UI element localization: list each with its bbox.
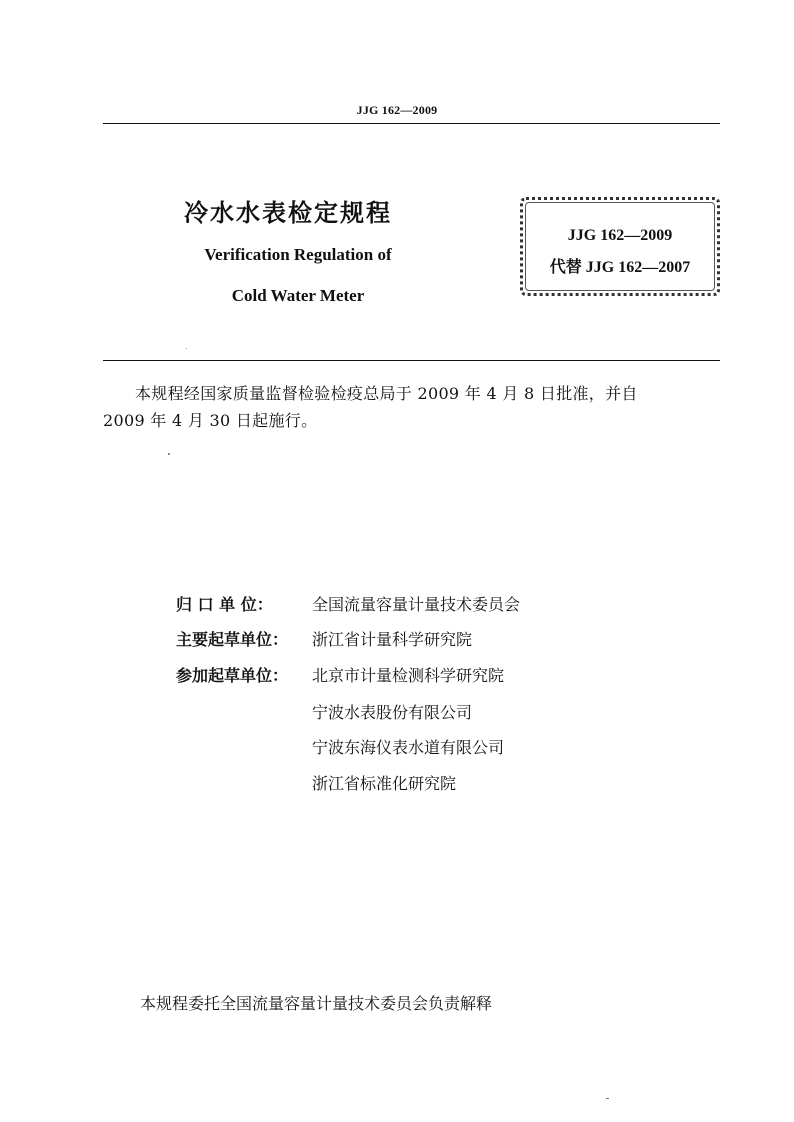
title-cn: 冷水水表检定规程 [184,199,392,227]
responsible-label: 归 口 单 位： [176,595,273,614]
scan-speck [186,348,187,349]
code-box-inner-border [525,202,715,291]
unit-row-participating-2 [176,701,472,725]
responsible-value: 全国流量容量计量技术委员会 [312,595,521,614]
approval-line1: 本规程经国家质量监督检验检疫总局于 2009 年 4 月 8 日批准，并自 [135,384,638,403]
participating-value-1: 北京市计量检测科学研究院 [312,666,505,685]
header-rule [103,123,720,124]
header-code: JJG 162—2009 [356,103,438,117]
main-drafter-label: 主要起草单位： [176,630,289,649]
code-box-replaces: 代替 JJG 162—2007 [549,259,691,276]
unit-row-participating-1 [176,664,504,688]
unit-row-participating-3 [176,736,504,760]
title-en-line1: Verification Regulation of [204,245,392,264]
participating-value-4: 浙江省标准化研究院 [312,774,457,793]
participating-value-3: 宁波东海仪表水道有限公司 [312,738,505,757]
unit-row-participating-4 [176,772,456,796]
scan-speck [168,453,170,455]
code-box-code: JJG 162—2009 [567,227,673,244]
unit-row-main-drafter [176,628,472,652]
code-box [520,197,720,296]
main-drafter-value: 浙江省计量科学研究院 [312,630,473,649]
title-rule [103,360,720,361]
footer-note: 本规程委托全国流量容量计量技术委员会负责解释 [140,994,493,1013]
unit-row-responsible [176,593,520,617]
approval-line2: 2009 年 4 月 30 日起施行。 [103,411,318,430]
scan-speck [606,1098,609,1099]
title-en-line2: Cold Water Meter [231,286,365,305]
participating-value-2: 宁波水表股份有限公司 [312,703,473,722]
participating-label: 参加起草单位： [176,666,289,685]
